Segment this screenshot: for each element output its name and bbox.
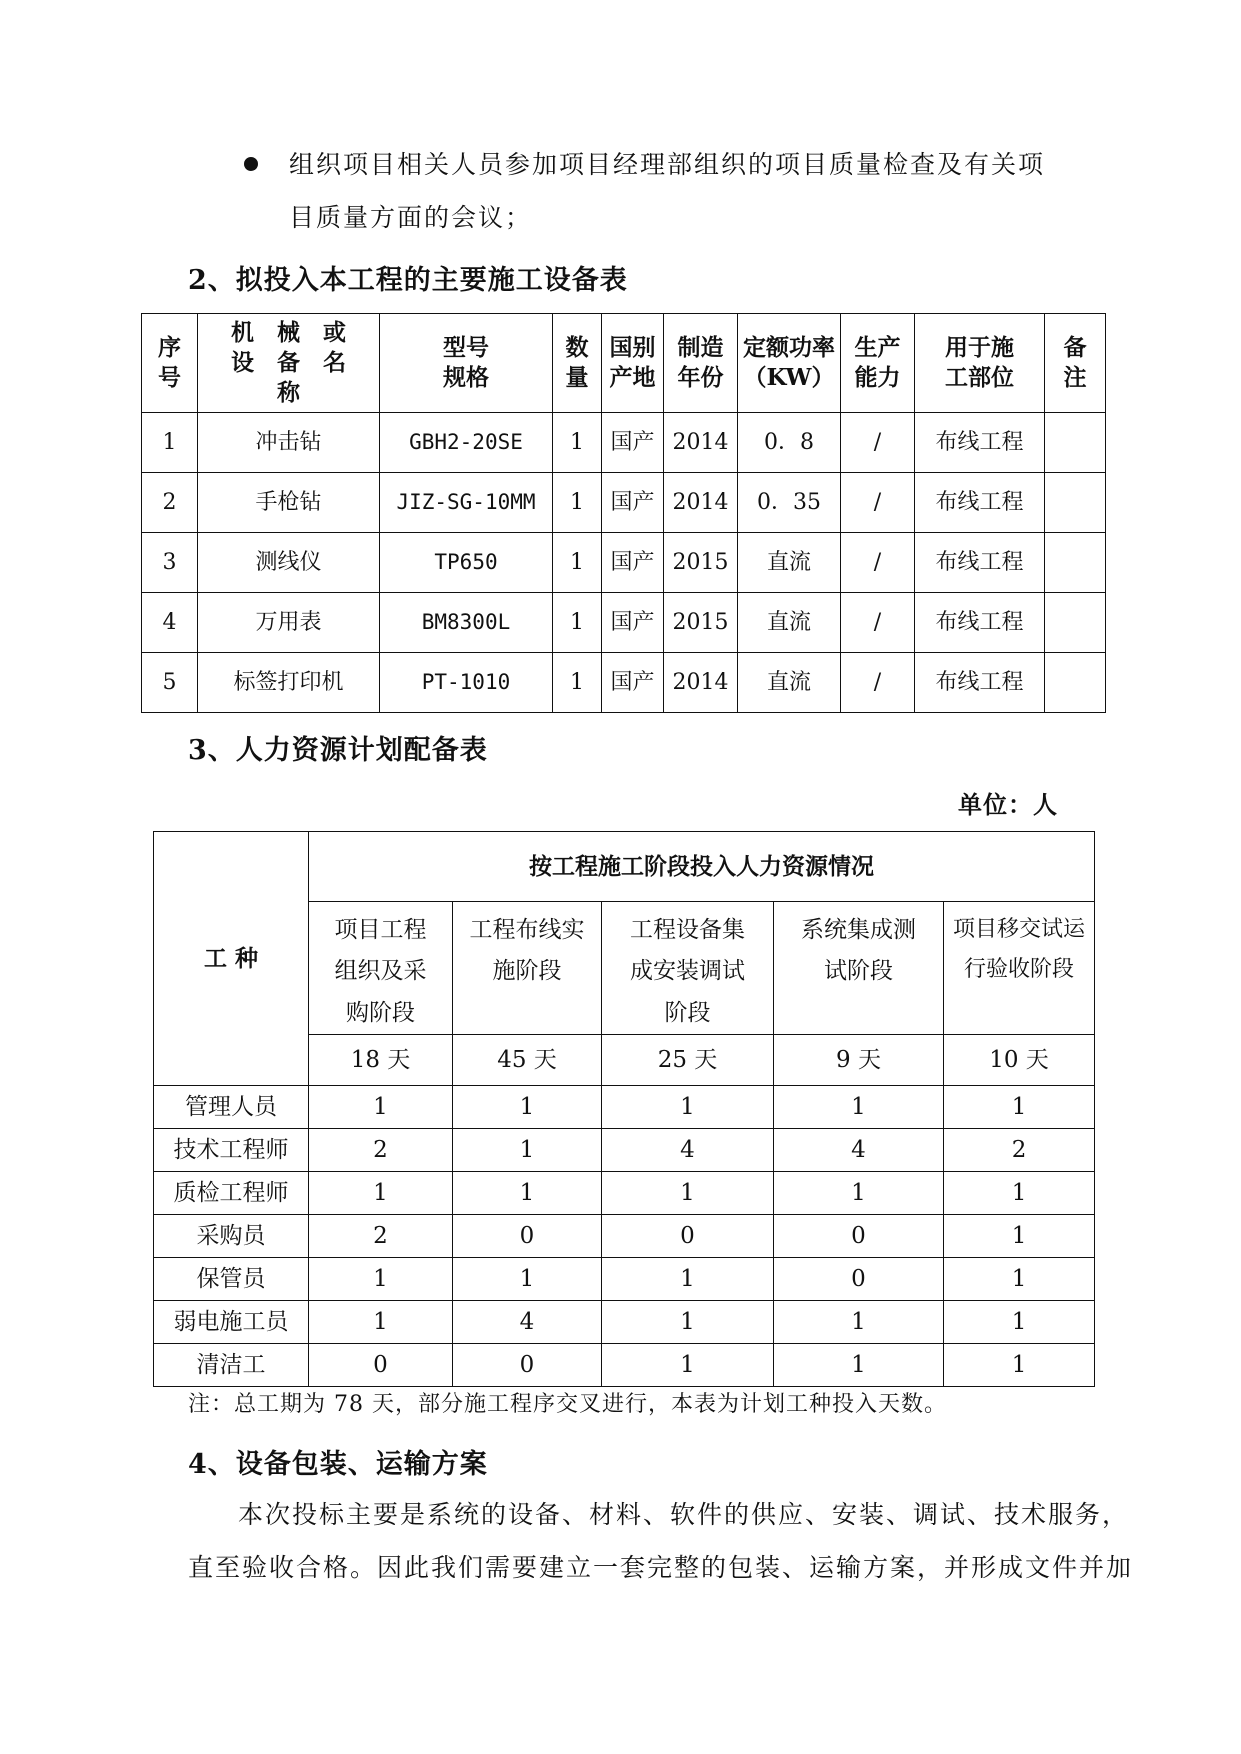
header-power: 定额功率 （KW） <box>738 314 841 413</box>
cell-seq: 1 <box>142 413 198 473</box>
cell-power: 0．8 <box>738 413 841 473</box>
hr-table-note: 注：总工期为 78 天，部分施工程序交叉进行，本表为计划工种投入天数。 <box>188 1392 947 1417</box>
cell-quantity: 1 <box>553 533 602 593</box>
cell-count: 1 <box>944 1086 1095 1129</box>
header-remark: 备 注 <box>1045 314 1106 413</box>
cell-count: 1 <box>774 1172 944 1215</box>
cell-remark <box>1045 413 1106 473</box>
bullet-text-line-1: 组织项目相关人员参加项目经理部组织的项目质量检查及有关项 <box>289 150 1046 179</box>
table-row <box>154 1129 1095 1172</box>
cell-count: 0 <box>453 1344 602 1387</box>
cell-count: 1 <box>453 1258 602 1301</box>
cell-usage: 布线工程 <box>915 413 1045 473</box>
header-quantity: 数 量 <box>553 314 602 413</box>
cell-usage: 布线工程 <box>915 593 1045 653</box>
header-trade: 工 种 <box>154 832 309 1086</box>
phase-2-days: 45 天 <box>453 1035 602 1086</box>
section-4-paragraph-line-2: 直至验收合格。因此我们需要建立一套完整的包装、运输方案，并形成文件并加 <box>188 1553 1134 1582</box>
equipment-header-row <box>142 314 1106 413</box>
cell-count: 1 <box>602 1172 774 1215</box>
cell-capacity: / <box>841 533 915 593</box>
table-row <box>142 533 1106 593</box>
cell-year: 2015 <box>664 593 738 653</box>
table-row <box>154 1258 1095 1301</box>
cell-trade: 技术工程师 <box>154 1129 309 1172</box>
cell-equipment-name: 手枪钻 <box>198 473 380 533</box>
section-3-title: 3、人力资源计划配备表 <box>188 735 488 766</box>
phase-3-days: 25 天 <box>602 1035 774 1086</box>
cell-remark <box>1045 593 1106 653</box>
cell-power: 0．35 <box>738 473 841 533</box>
header-usage: 用于施 工部位 <box>915 314 1045 413</box>
cell-count: 1 <box>309 1086 453 1129</box>
section-4-title: 4、设备包装、运输方案 <box>188 1449 488 1480</box>
cell-count: 4 <box>453 1301 602 1344</box>
cell-seq: 2 <box>142 473 198 533</box>
cell-count: 2 <box>309 1215 453 1258</box>
cell-capacity: / <box>841 593 915 653</box>
table-row <box>142 473 1106 533</box>
cell-trade: 采购员 <box>154 1215 309 1258</box>
cell-count: 1 <box>774 1086 944 1129</box>
cell-trade: 清洁工 <box>154 1344 309 1387</box>
cell-seq: 5 <box>142 653 198 713</box>
cell-usage: 布线工程 <box>915 473 1045 533</box>
cell-equipment-name: 冲击钻 <box>198 413 380 473</box>
cell-count: 1 <box>944 1344 1095 1387</box>
header-seq: 序 号 <box>142 314 198 413</box>
cell-trade: 管理人员 <box>154 1086 309 1129</box>
table-row <box>154 1172 1095 1215</box>
section-4-paragraph-line-1: 本次投标主要是系统的设备、材料、软件的供应、安装、调试、技术服务， <box>238 1500 1130 1529</box>
cell-count: 2 <box>309 1129 453 1172</box>
cell-count: 1 <box>309 1301 453 1344</box>
bullet-text-line-2: 目质量方面的会议； <box>289 203 533 232</box>
cell-count: 1 <box>453 1129 602 1172</box>
header-phase-4: 系统集成测 试阶段 <box>774 902 944 1035</box>
header-phase-1: 项目工程 组织及采 购阶段 <box>309 902 453 1035</box>
cell-count: 2 <box>944 1129 1095 1172</box>
cell-usage: 布线工程 <box>915 533 1045 593</box>
cell-remark <box>1045 653 1106 713</box>
cell-count: 1 <box>309 1172 453 1215</box>
cell-equipment-name: 标签打印机 <box>198 653 380 713</box>
cell-origin: 国产 <box>602 533 664 593</box>
cell-model: GBH2-20SE <box>380 413 553 473</box>
cell-model: PT-1010 <box>380 653 553 713</box>
cell-trade: 弱电施工员 <box>154 1301 309 1344</box>
cell-power: 直流 <box>738 653 841 713</box>
table-row <box>142 413 1106 473</box>
table-row <box>142 593 1106 653</box>
cell-capacity: / <box>841 653 915 713</box>
cell-count: 1 <box>944 1215 1095 1258</box>
cell-quantity: 1 <box>553 653 602 713</box>
cell-origin: 国产 <box>602 653 664 713</box>
cell-model: JIZ-SG-10MM <box>380 473 553 533</box>
cell-count: 0 <box>774 1215 944 1258</box>
section-2-title: 2、拟投入本工程的主要施工设备表 <box>188 265 628 296</box>
cell-count: 1 <box>944 1172 1095 1215</box>
header-equipment-name: 机 械 或 设 备 名 称 <box>198 314 380 413</box>
cell-power: 直流 <box>738 593 841 653</box>
phase-5-days: 10 天 <box>944 1035 1095 1086</box>
cell-count: 1 <box>602 1344 774 1387</box>
cell-year: 2014 <box>664 473 738 533</box>
hr-group-header-row <box>154 832 1095 902</box>
cell-remark <box>1045 533 1106 593</box>
table-row <box>154 1344 1095 1387</box>
equipment-table <box>141 313 1106 713</box>
cell-remark <box>1045 473 1106 533</box>
phase-1-days: 18 天 <box>309 1035 453 1086</box>
cell-power: 直流 <box>738 533 841 593</box>
hr-table <box>153 831 1095 1387</box>
cell-quantity: 1 <box>553 593 602 653</box>
cell-origin: 国产 <box>602 413 664 473</box>
cell-origin: 国产 <box>602 593 664 653</box>
cell-count: 1 <box>309 1258 453 1301</box>
cell-count: 4 <box>774 1129 944 1172</box>
cell-quantity: 1 <box>553 413 602 473</box>
cell-trade: 质检工程师 <box>154 1172 309 1215</box>
cell-count: 1 <box>774 1301 944 1344</box>
cell-year: 2015 <box>664 533 738 593</box>
cell-count: 0 <box>453 1215 602 1258</box>
table-row <box>154 1215 1095 1258</box>
bullet-dot <box>244 157 258 171</box>
cell-count: 1 <box>602 1258 774 1301</box>
cell-count: 1 <box>774 1344 944 1387</box>
cell-count: 1 <box>602 1086 774 1129</box>
header-phase-2: 工程布线实 施阶段 <box>453 902 602 1035</box>
cell-usage: 布线工程 <box>915 653 1045 713</box>
cell-trade: 保管员 <box>154 1258 309 1301</box>
cell-model: TP650 <box>380 533 553 593</box>
cell-count: 1 <box>453 1086 602 1129</box>
phase-4-days: 9 天 <box>774 1035 944 1086</box>
header-model: 型号 规格 <box>380 314 553 413</box>
cell-origin: 国产 <box>602 473 664 533</box>
cell-quantity: 1 <box>553 473 602 533</box>
cell-count: 0 <box>602 1215 774 1258</box>
unit-label: 单位：人 <box>958 790 1058 819</box>
cell-count: 4 <box>602 1129 774 1172</box>
cell-year: 2014 <box>664 653 738 713</box>
cell-count: 1 <box>944 1258 1095 1301</box>
header-phase-group: 按工程施工阶段投入人力资源情况 <box>309 832 1095 902</box>
table-row <box>154 1301 1095 1344</box>
header-phase-5: 项目移交试运 行验收阶段 <box>944 902 1095 1035</box>
cell-equipment-name: 测线仪 <box>198 533 380 593</box>
cell-equipment-name: 万用表 <box>198 593 380 653</box>
cell-count: 1 <box>944 1301 1095 1344</box>
cell-year: 2014 <box>664 413 738 473</box>
cell-capacity: / <box>841 413 915 473</box>
cell-count: 0 <box>309 1344 453 1387</box>
cell-seq: 4 <box>142 593 198 653</box>
header-year: 制造 年份 <box>664 314 738 413</box>
cell-count: 1 <box>602 1301 774 1344</box>
cell-model: BM8300L <box>380 593 553 653</box>
table-row <box>154 1086 1095 1129</box>
cell-count: 1 <box>453 1172 602 1215</box>
cell-capacity: / <box>841 473 915 533</box>
table-row <box>142 653 1106 713</box>
cell-seq: 3 <box>142 533 198 593</box>
header-phase-3: 工程设备集 成安装调试 阶段 <box>602 902 774 1035</box>
header-origin: 国别 产地 <box>602 314 664 413</box>
cell-count: 0 <box>774 1258 944 1301</box>
header-capacity: 生产 能力 <box>841 314 915 413</box>
